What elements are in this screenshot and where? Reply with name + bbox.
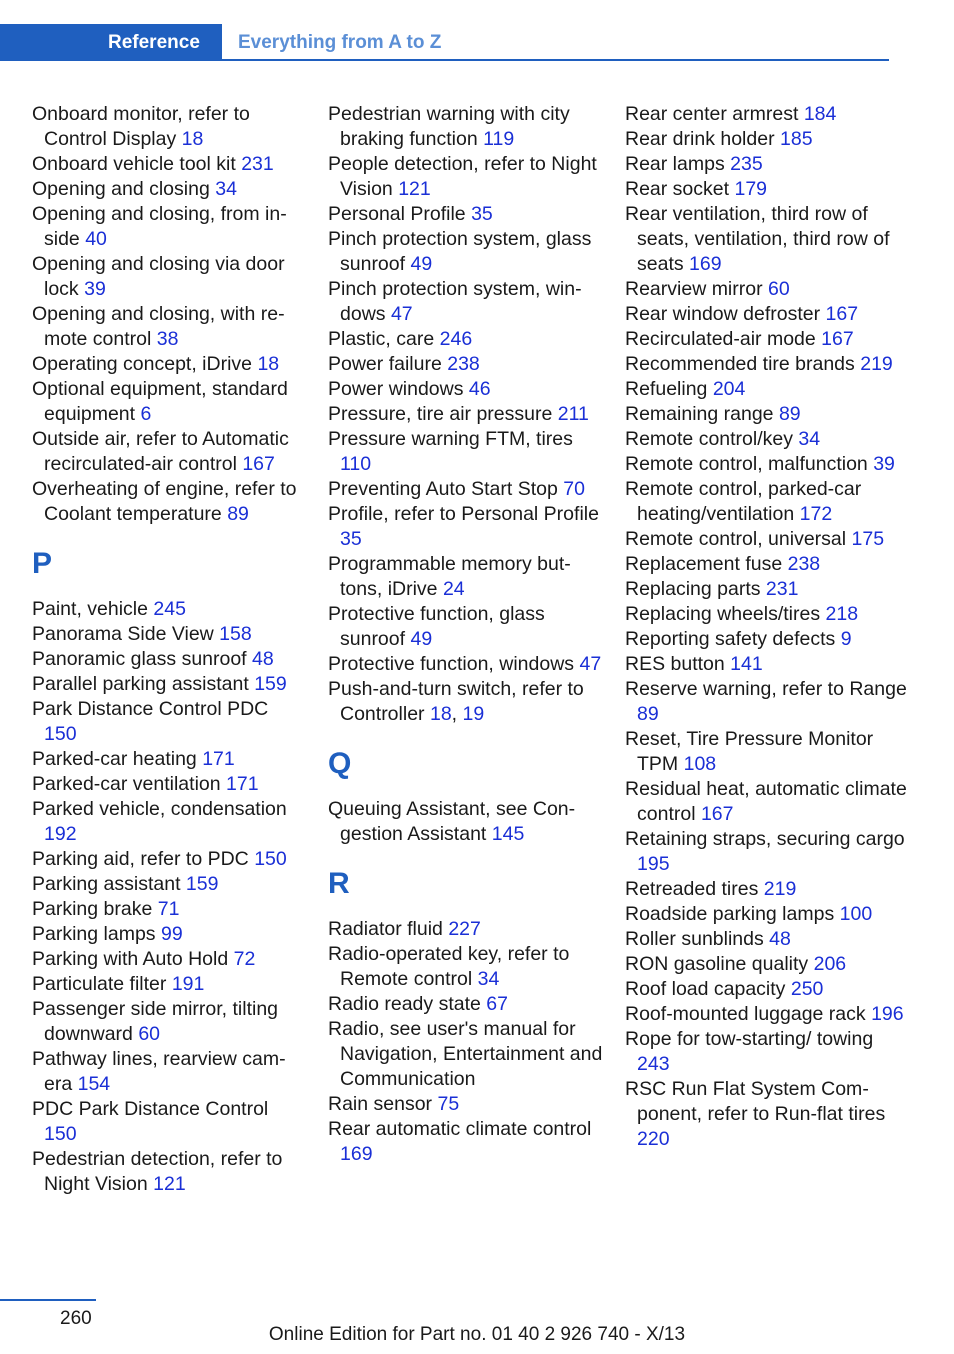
index-entry-text: Profile, refer to Personal Profile — [328, 503, 599, 525]
index-entry — [625, 727, 910, 777]
index-column-3 — [625, 102, 910, 1152]
page-link[interactable]: 231 — [765, 578, 799, 600]
page-link[interactable]: 34 — [798, 428, 821, 450]
index-entry-text: Paint, vehicle — [32, 598, 148, 620]
index-entry — [328, 377, 603, 402]
index-entry — [328, 277, 603, 327]
page-link[interactable]: 184 — [803, 103, 837, 125]
index-entry-text: Remote control, malfunction — [625, 453, 868, 475]
index-entry-text: Parked vehicle, condensation — [32, 798, 287, 820]
index-entry-text: Reset, Tire Pressure Monitor TPM — [625, 728, 874, 775]
index-entry-text: Passenger side mirror, tilting downward — [32, 998, 279, 1045]
page-link[interactable]: 154 — [77, 1073, 111, 1095]
index-entry — [32, 772, 302, 797]
page-link[interactable]: 89 — [227, 503, 249, 525]
index-entry — [328, 227, 603, 277]
index-entry-text: Pressure warning FTM, tires — [328, 428, 573, 450]
page-link[interactable]: 121 — [153, 1173, 186, 1195]
page-link[interactable]: 159 — [254, 673, 287, 695]
index-entry-text: Pressure, tire air pressure — [328, 403, 553, 425]
index-entry — [625, 927, 910, 952]
index-entry — [32, 1047, 302, 1097]
index-entry — [32, 1147, 302, 1197]
index-entry-text: Remote control, universal — [625, 528, 847, 550]
page-link[interactable]: 246 — [439, 328, 473, 350]
index-entry-text: Opening and closing, from inside — [32, 203, 287, 250]
page-link[interactable]: 18 — [181, 128, 204, 150]
page-link[interactable]: 185 — [780, 128, 813, 150]
page-link[interactable]: 169 — [340, 1143, 373, 1165]
index-entry-text: Operating concept, iDrive — [32, 353, 253, 375]
page-link[interactable]: 167 — [700, 803, 734, 825]
index-entry — [625, 577, 910, 602]
index-entry — [32, 622, 302, 647]
index-entry — [32, 202, 302, 252]
index-entry-text: Pinch protection system, glass sunroof — [328, 228, 592, 275]
index-column-2 — [328, 102, 603, 1167]
index-entry — [328, 502, 603, 552]
page-link[interactable]: 245 — [153, 598, 186, 620]
index-letter-heading: Q — [328, 747, 352, 780]
page-link[interactable]: 238 — [447, 353, 480, 375]
index-entry — [625, 627, 910, 652]
page-link[interactable]: 60 — [138, 1023, 161, 1045]
index-entry — [625, 152, 910, 177]
index-entry-text: Replacing wheels/tires — [625, 603, 821, 625]
index-entry — [32, 102, 302, 152]
page-link[interactable]: 18 — [429, 703, 452, 725]
index-entry-text: Remote control, parked-car heating/ventilation — [625, 478, 862, 525]
index-entry — [32, 302, 302, 352]
index-entry — [625, 452, 910, 477]
index-entry — [328, 402, 603, 427]
index-entry-text: Radio, see user's manual for Navigation, Entertainment and Communication — [328, 1018, 603, 1090]
page-link[interactable]: 167 — [821, 328, 854, 350]
index-entry-text: Parking with Auto Hold — [32, 948, 229, 970]
index-entry — [625, 127, 910, 152]
page-link[interactable]: 179 — [734, 178, 768, 200]
page-link[interactable]: 167 — [825, 303, 859, 325]
page-link[interactable]: 195 — [637, 853, 670, 875]
index-entry — [328, 152, 603, 202]
index-entry — [328, 797, 603, 847]
index-entry — [328, 992, 603, 1017]
index-entry — [625, 427, 910, 452]
page-link[interactable]: 110 — [340, 453, 372, 475]
page-link[interactable]: 158 — [219, 623, 252, 645]
index-entry-text: Park Distance Control PDC — [32, 698, 269, 720]
section-tab[interactable]: Reference — [0, 24, 222, 61]
index-entry — [328, 942, 603, 992]
page-link[interactable]: 71 — [157, 898, 180, 920]
page-link[interactable]: 192 — [44, 823, 77, 845]
index-entry — [32, 872, 302, 897]
index-letter-heading: P — [32, 547, 53, 580]
page-link[interactable]: 121 — [398, 178, 431, 200]
index-entry-text: Queuing Assistant, see Congestion Assistant — [328, 798, 576, 845]
index-entry — [625, 477, 910, 527]
page-link[interactable]: 171 — [202, 748, 235, 770]
page-link[interactable]: 172 — [799, 503, 833, 525]
index-entry — [328, 352, 603, 377]
index-entry-text: Opening and closing — [32, 178, 210, 200]
page-link[interactable]: 24 — [442, 578, 465, 600]
page-link[interactable]: 39 — [873, 453, 895, 475]
page-link[interactable]: 204 — [712, 378, 746, 400]
index-entry-text: Overheating of engine, refer to Coolant temperature — [32, 478, 297, 525]
page-link[interactable]: 47 — [390, 303, 413, 325]
index-entry-text: Replacement fuse — [625, 553, 783, 575]
page-link[interactable]: 167 — [242, 453, 275, 475]
page-link[interactable]: 159 — [185, 873, 219, 895]
page-link[interactable]: 72 — [233, 948, 256, 970]
index-entry — [625, 202, 910, 277]
page-link[interactable]: 49 — [410, 628, 433, 650]
footer-rule — [0, 1299, 96, 1301]
index-entry-text: Recommended tire brands — [625, 353, 855, 375]
index-entry — [625, 377, 910, 402]
index-entry — [625, 327, 910, 352]
page-link[interactable]: 150 — [44, 1123, 77, 1145]
index-entry — [32, 747, 302, 772]
page-link[interactable]: 39 — [84, 278, 106, 300]
index-entry-text: RSC Run Flat System Component, refer to Run-flat tires — [625, 1078, 886, 1125]
index-entry — [625, 902, 910, 927]
edition-note: Online Edition for Part no. 01 40 2 926 740 - X/13 — [268, 1324, 686, 1345]
page-link[interactable]: 18 — [257, 353, 280, 375]
index-entry — [32, 997, 302, 1047]
index-entry-text: Parked-car heating — [32, 748, 197, 770]
index-entry — [625, 777, 910, 827]
index-entry-text: Parking assistant — [32, 873, 181, 895]
page-link[interactable]: 40 — [85, 228, 107, 250]
page-link[interactable]: 218 — [825, 603, 859, 625]
index-entry-text: Rear lamps — [625, 153, 725, 175]
page-link[interactable]: 100 — [839, 903, 873, 925]
index-entry-text: Protective function, glass sunroof — [328, 603, 545, 650]
index-entry-text: Personal Profile — [328, 203, 466, 225]
page-link[interactable]: 60 — [768, 278, 790, 300]
index-entry — [32, 697, 302, 747]
page-link[interactable]: 175 — [851, 528, 885, 550]
index-entry — [328, 552, 603, 602]
index-entry — [625, 602, 910, 627]
index-entry-text: Rear ventilation, third row of seats, ventilation, third row of seats — [625, 203, 890, 275]
index-entry — [625, 402, 910, 427]
page-link[interactable]: 191 — [171, 973, 205, 995]
index-entry — [625, 877, 910, 902]
index-entry-text: Parked-car ventilation — [32, 773, 221, 795]
index-entry — [32, 947, 302, 972]
index-entry — [32, 847, 302, 872]
index-entry — [32, 377, 302, 427]
index-entry-text: Rearview mirror — [625, 278, 763, 300]
index-entry — [328, 477, 603, 502]
index-entry-text: Remaining range — [625, 403, 774, 425]
page-link[interactable]: 196 — [871, 1003, 904, 1025]
index-column-1 — [32, 102, 302, 1197]
index-entry-text: Radiator fluid — [328, 918, 443, 940]
index-entry — [32, 152, 302, 177]
index-entry-text: Refueling — [625, 378, 708, 400]
index-entry-text: Pathway lines, rearview camera — [32, 1048, 286, 1095]
page-link[interactable]: 206 — [813, 953, 847, 975]
page-number: 260 — [60, 1308, 92, 1329]
index-entry-text: Push-and-turn switch, refer to Controller — [328, 678, 584, 725]
index-entry-text: Replacing parts — [625, 578, 761, 600]
page-link[interactable]: 89 — [778, 403, 801, 425]
index-entry-text: RES button — [625, 653, 725, 675]
index-entry-text: Rear socket — [625, 178, 730, 200]
page-link[interactable]: 238 — [787, 553, 821, 575]
index-entry-text: Pinch protection system, windows — [328, 278, 582, 325]
index-entry-text: Power windows — [328, 378, 464, 400]
index-entry — [328, 1117, 603, 1167]
index-entry-text: Residual heat, automatic climate control — [625, 778, 907, 825]
index-entry — [625, 677, 910, 727]
index-entry-text: Retreaded tires — [625, 878, 759, 900]
index-entry-text: Radio-operated key, refer to Remote control — [328, 943, 570, 990]
index-entry — [328, 202, 603, 227]
index-entry — [625, 652, 910, 677]
index-entry-text: Protective function, windows — [328, 653, 575, 675]
index-entry-text: Rope for tow-starting/ towing — [625, 1028, 874, 1050]
index-entry-text: Pedestrian warning with city braking function — [328, 103, 570, 150]
index-entry-text: Rain sensor — [328, 1093, 433, 1115]
page-link[interactable]: 75 — [437, 1093, 460, 1115]
index-entry — [328, 427, 603, 477]
page-link[interactable]: 220 — [637, 1128, 670, 1150]
index-entry — [625, 302, 910, 327]
page-link[interactable]: 34 — [477, 968, 500, 990]
index-entry-text: Onboard vehicle tool kit — [32, 153, 236, 175]
index-entry — [625, 552, 910, 577]
page-link[interactable]: 211 — [557, 403, 589, 425]
page-link[interactable]: 19 — [462, 703, 485, 725]
index-entry-text: Parking aid, refer to PDC — [32, 848, 249, 870]
page-link[interactable]: 38 — [156, 328, 179, 350]
page-link[interactable]: 49 — [410, 253, 433, 275]
page-link[interactable]: 231 — [241, 153, 274, 175]
index-entry — [328, 102, 603, 152]
index-entry — [625, 527, 910, 552]
index-entry — [625, 352, 910, 377]
page-link[interactable]: 108 — [683, 753, 717, 775]
index-entry-text: Recirculated-air mode — [625, 328, 816, 350]
index-entry — [625, 277, 910, 302]
index-entry-text: People detection, refer to Night Vision — [328, 153, 597, 200]
page-link[interactable]: 9 — [840, 628, 852, 650]
index-entry-text: Roadside parking lamps — [625, 903, 835, 925]
page-link[interactable]: 99 — [160, 923, 183, 945]
index-entry — [32, 177, 302, 202]
index-entry — [32, 1097, 302, 1147]
index-entry — [32, 252, 302, 302]
page-link[interactable]: 35 — [471, 203, 493, 225]
index-entry — [32, 647, 302, 672]
index-entry-text: Radio ready state — [328, 993, 481, 1015]
index-entry-text: Particulate filter — [32, 973, 167, 995]
chapter-title[interactable]: Everything from A to Z — [238, 32, 442, 53]
index-entry-text: Parallel parking assistant — [32, 673, 249, 695]
index-entry-text: Parking lamps — [32, 923, 156, 945]
index-entry-text: Panorama Side View — [32, 623, 214, 645]
index-entry-text: Roller sunblinds — [625, 928, 764, 950]
index-entry-text: Rear automatic climate control — [328, 1118, 592, 1140]
index-entry — [32, 477, 302, 527]
index-entry-text: Parking brake — [32, 898, 153, 920]
page-link[interactable]: 150 — [44, 723, 77, 745]
page-link[interactable]: 70 — [563, 478, 585, 500]
page-link[interactable]: 35 — [340, 528, 362, 550]
index-entry — [625, 1002, 910, 1027]
index-entry — [625, 177, 910, 202]
index-entry-text: Roof-mounted luggage rack — [625, 1003, 866, 1025]
index-entry — [32, 897, 302, 922]
index-entry-text: Optional equipment, standard equipment — [32, 378, 288, 425]
index-entry-text: Pedestrian detection, refer to Night Vision — [32, 1148, 283, 1195]
index-entry — [32, 597, 302, 622]
index-entry — [328, 917, 603, 942]
page-link[interactable]: 169 — [689, 253, 722, 275]
index-entry-text: Power failure — [328, 353, 442, 375]
page-link[interactable]: 150 — [254, 848, 287, 870]
running-header — [0, 24, 889, 62]
index-entry-text: Retaining straps, securing cargo — [625, 828, 905, 850]
index-entry — [328, 1017, 603, 1092]
page-link[interactable]: 67 — [486, 993, 508, 1015]
page-link[interactable]: 227 — [448, 918, 481, 940]
index-entry — [328, 1092, 603, 1117]
page-link[interactable]: 46 — [468, 378, 491, 400]
index-entry — [625, 1027, 910, 1077]
index-entry — [32, 797, 302, 847]
index-entry-text: Roof load capacity — [625, 978, 786, 1000]
index-entry-text: Programmable memory buttons, iDrive — [328, 553, 571, 600]
page-link[interactable]: 48 — [769, 928, 791, 950]
index-entry — [32, 972, 302, 997]
page-link[interactable]: 219 — [860, 353, 893, 375]
page-link[interactable]: 89 — [637, 703, 659, 725]
header-rule — [222, 59, 889, 61]
index-entry — [32, 672, 302, 697]
index-entry-text: Preventing Auto Start Stop — [328, 478, 558, 500]
index-entry-text: PDC Park Distance Control — [32, 1098, 269, 1120]
page-link[interactable]: 243 — [637, 1053, 670, 1075]
index-entry — [625, 977, 910, 1002]
index-entry-text: Opening and closing, with remote control — [32, 303, 285, 350]
index-entry-text: Rear center armrest — [625, 103, 799, 125]
index-entry-text: Plastic, care — [328, 328, 435, 350]
page-link[interactable]: 34 — [215, 178, 237, 200]
index-entry: Push-and-turn switch, refer to Controller 18, 19 — [328, 678, 584, 725]
index-entry — [625, 827, 910, 877]
index-entry — [32, 922, 302, 947]
index-entry — [328, 602, 603, 652]
index-entry-text: Reserve warning, refer to Range — [625, 678, 907, 700]
page-link[interactable]: 47 — [579, 653, 602, 675]
index-entry — [625, 102, 910, 127]
index-entry — [328, 652, 603, 677]
index-entry — [625, 952, 910, 977]
index-entry — [32, 352, 302, 377]
index-entry-text: Rear window defroster — [625, 303, 821, 325]
page-link[interactable]: 171 — [226, 773, 259, 795]
index-entry-text: Reporting safety defects — [625, 628, 836, 650]
index-entry-text: Outside air, refer to Automatic recirculated-air control — [32, 428, 289, 475]
page-link[interactable]: 145 — [491, 823, 525, 845]
index-letter-heading: R — [328, 867, 350, 900]
page-link[interactable]: 219 — [763, 878, 797, 900]
index-entry — [625, 1077, 910, 1152]
index-entry-text: RON gasoline quality — [625, 953, 809, 975]
index-entry — [32, 427, 302, 477]
page-link[interactable]: 141 — [730, 653, 763, 675]
index-entry-text: Onboard monitor, refer to Control Display — [32, 103, 250, 150]
index-entry-text: Remote control/key — [625, 428, 793, 450]
page-link[interactable]: 48 — [252, 648, 274, 670]
page-link[interactable]: 250 — [790, 978, 824, 1000]
index-entry-text: Panoramic glass sunroof — [32, 648, 247, 670]
page-link[interactable]: 119 — [483, 128, 515, 150]
index-entry-text: Opening and closing via door lock — [32, 253, 285, 300]
page-link[interactable]: 6 — [140, 403, 152, 425]
index-entry — [328, 327, 603, 352]
index-entry-text: Rear drink holder — [625, 128, 775, 150]
page-link[interactable]: 235 — [730, 153, 763, 175]
